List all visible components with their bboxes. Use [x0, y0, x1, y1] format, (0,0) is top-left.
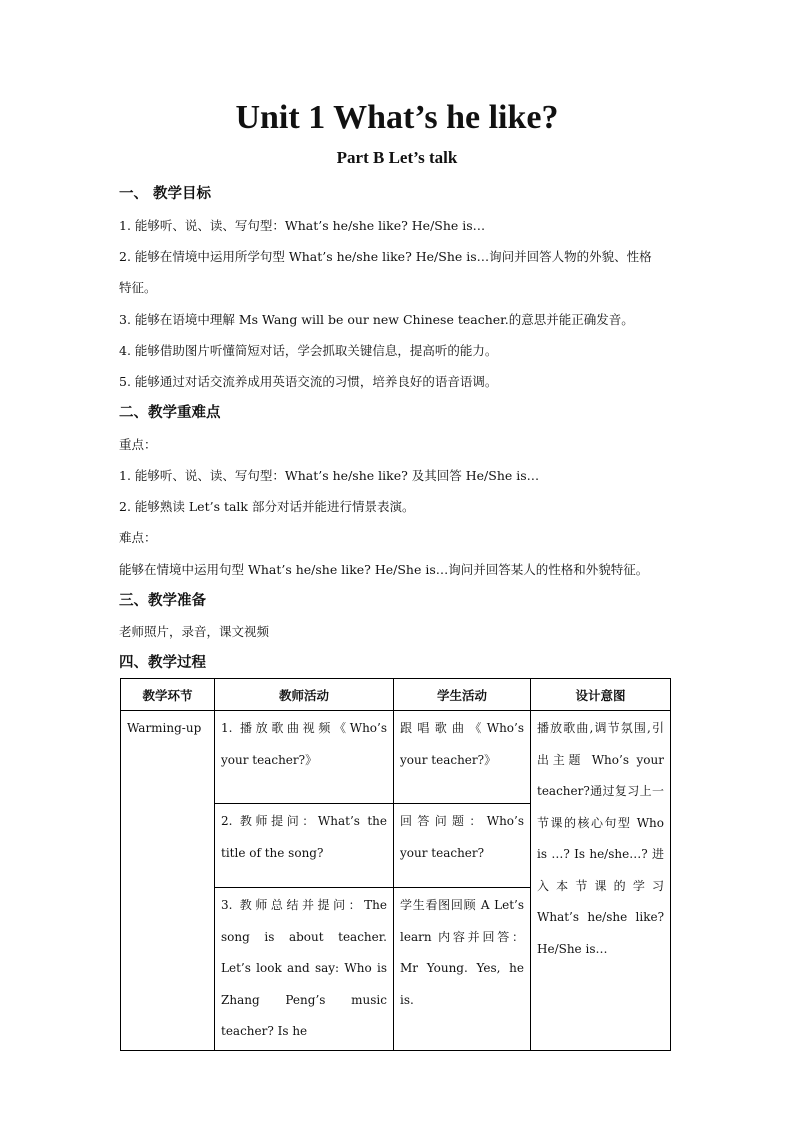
document-subtitle: Part B Let’s talk: [336, 148, 458, 167]
teacher-activity-cell: 2. 教师提问：What’s the title of the song?: [215, 804, 394, 888]
table-row: [121, 711, 671, 804]
student-activity-cell: 跟唱歌曲《Who’s your teacher?》: [394, 711, 531, 804]
preparation-text: 老师照片，录音，课文视频: [119, 624, 270, 639]
column-header-design-intent: 设计意图: [531, 679, 671, 711]
objective-item: 5. 能够通过对话交流养成用英语交流的习惯，培养良好的语音语调。: [119, 374, 498, 389]
objective-item-continuation: 特征。: [119, 280, 157, 295]
section-heading-process: 四、教学过程: [119, 654, 206, 671]
column-header-stage: 教学环节: [121, 679, 215, 711]
column-header-student-activity: 学生活动: [394, 679, 531, 711]
key-point-item: 1. 能够听、说、读、写句型：What’s he/she like? 及其回答 He/She is…: [119, 468, 540, 483]
document-title: Unit 1 What’s he like?: [235, 99, 559, 136]
student-activity-cell: 回答问题：Who’s your teacher?: [394, 804, 531, 888]
objective-item: 2. 能够在情境中运用所学句型 What’s he/she like? He/She is…询问并回答人物的外貌、性格: [119, 249, 652, 264]
student-activity-cell: 学生看图回顾 A Let’s learn 内容并回答：Mr Young. Yes, he is.: [394, 888, 531, 1051]
difficult-points-label: 难点：: [119, 530, 157, 545]
teacher-activity-cell: 1. 播放歌曲视频《Who’s your teacher?》: [215, 711, 394, 804]
design-intent-cell: 播放歌曲,调节氛围,引出主题 Who’s your teacher?通过复习上一节课的核心句型 Who is …? Is he/she…? 进入本节课的学习 What’s he/she like? He/She is…: [531, 711, 671, 1051]
table-header-row: [121, 679, 671, 711]
difficult-point-text: 能够在情境中运用句型 What’s he/she like? He/She is…询问并回答某人的性格和外貌特征。: [119, 562, 649, 577]
column-header-teacher-activity: 教师活动: [215, 679, 394, 711]
objective-item: 3. 能够在语境中理解 Ms Wang will be our new Chinese teacher.的意思并能正确发音。: [119, 312, 634, 327]
section-heading-key-points: 二、教学重难点: [119, 404, 221, 421]
objective-item: 4. 能够借助图片听懂简短对话，学会抓取关键信息，提高听的能力。: [119, 343, 498, 358]
teaching-process-table: [120, 678, 671, 1051]
key-point-item: 2. 能够熟读 Let’s talk 部分对话并能进行情景表演。: [119, 499, 415, 514]
key-points-label: 重点：: [119, 437, 157, 452]
teacher-activity-cell: 3. 教师总结并提问：The song is about teacher. Let’s look and say: Who is Zhang Peng’s music teacher? Is he: [215, 888, 394, 1051]
objective-item: 1. 能够听、说、读、写句型：What’s he/she like? He/She is…: [119, 218, 486, 233]
section-heading-preparation: 三、教学准备: [119, 592, 206, 609]
section-heading-objectives: 一、 教学目标: [119, 185, 212, 202]
stage-cell: Warming-up: [121, 711, 215, 1051]
